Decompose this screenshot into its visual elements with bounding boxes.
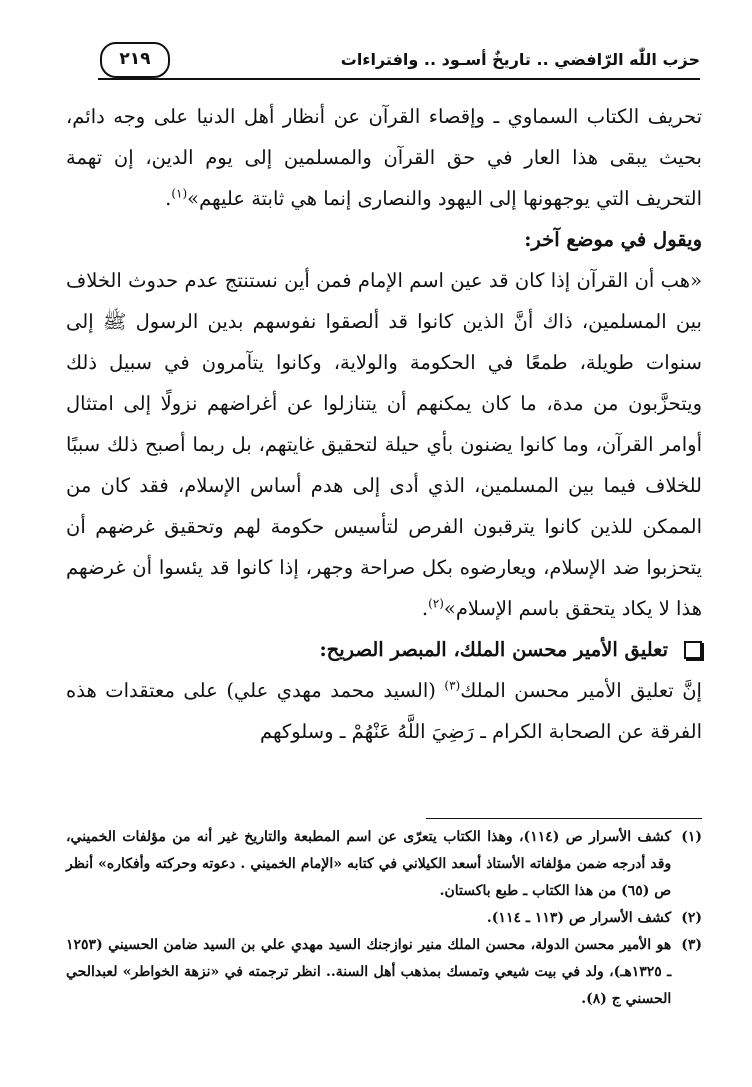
footnote-text: كشف الأسرار ص (١١٣ ـ ١١٤). bbox=[486, 910, 672, 926]
paragraph bbox=[66, 96, 702, 219]
page-number: ٢١٩ bbox=[100, 42, 170, 78]
footnote bbox=[66, 824, 702, 905]
footnotes bbox=[66, 824, 702, 1013]
checkbox-icon bbox=[684, 641, 702, 659]
footnote bbox=[66, 932, 702, 1013]
footnote-number: (٣) bbox=[681, 937, 702, 953]
paragraph-text: «هب أن القرآن إذا كان قد عين اسم الإمام فمن أين نستنتج عدم حدوث الخلاف بين المسلمين، ذاك أنَّ الذين كانوا قد ألصقوا نفوسهم بدين الرسول ﷺ إلى سنوات طويلة، طمعًا في الحكومة والولاية، وكانوا يتآمرون في سبيل ذلك ويتحزَّبون من مدة، ما كان يمكنهم أن يتنازلوا عن أغراضهم نزولًا إلى امتثال أوامر القرآن، وما كانوا يضنون بأي حيلة لتحقيق غايتهم، بل ربما أصبح ذلك سببًا للخلاف فيما بين المسلمين، الذي أدى إلى هدم أساس الإسلام، فقد كان من الممكن للذين كانوا يترقبون الفرص لتأسيس حكومة لهم وتحقيق غرضهم أن يتحزبوا ضد الإسلام، ويعارضوه بكل صراحة وجهر، إذا كانوا قد يئسوا أن غرضهم هذا لا يكاد يتحقق باسم الإسلام» bbox=[66, 269, 702, 620]
header-title: حزب اللّٰه الرّافضي .. تاريخٌ أسـود .. وافتراءات bbox=[340, 50, 700, 69]
section-heading bbox=[66, 629, 702, 670]
footnote-text: هو الأمير محسن الدولة، محسن الملك منير نوازجنك السيد مهدي علي بن السيد ضامن الحسيني (١٢٥٣ ـ ١٣٢٥هـ)، ولد في بيت شيعي وتمسك بمذهب أهل السنة.. انظر ترجمته في «نزهة الخواطر» لعبدالحي الحسني ج (٨). bbox=[66, 937, 672, 1007]
paragraph bbox=[66, 670, 702, 752]
footnote-number: (٢) bbox=[681, 910, 702, 926]
running-header bbox=[98, 42, 700, 84]
quote-paragraph bbox=[66, 260, 702, 629]
paragraph-end: . bbox=[421, 597, 429, 620]
paragraph-text: إنَّ تعليق الأمير محسن الملك bbox=[460, 679, 702, 702]
lead-line: ويقول في موضع آخر: bbox=[524, 228, 702, 251]
paragraph-end: . bbox=[165, 187, 172, 210]
footnote-ref: (٣) bbox=[444, 678, 461, 693]
main-text bbox=[66, 96, 702, 752]
footnote-text: كشف الأسرار ص (١١٤)، وهذا الكتاب يتعرّى عن اسم المطبعة والتاريخ غير أنه من مؤلفات الخميني، وقد أدرجه ضمن مؤلفاته الأستاذ أسعد الكيلاني في كتابه «الإمام الخميني . دعوته وحركته وأفكاره» أنظر ص (٦٥) من هذا الكتاب ـ طبع باكستان. bbox=[66, 829, 672, 899]
footnote-ref: (٢) bbox=[428, 596, 444, 611]
header-rule bbox=[98, 78, 700, 80]
footnote-separator bbox=[426, 818, 702, 819]
paragraph-text: (السيد محمد مهدي علي) على معتقدات هذه الفرقة عن الصحابة الكرام ـ رَضِيَ اللَّهُ عَنْهُمْ ـ وسلوكهم bbox=[66, 679, 702, 743]
footnote bbox=[66, 905, 702, 932]
section-heading-text: تعليق الأمير محسن الملك، المبصر الصريح: bbox=[319, 638, 668, 661]
footnote-ref: (١) bbox=[171, 186, 188, 201]
paragraph-text: تحريف الكتاب السماوي ـ وإقصاء القرآن عن أنظار أهل الدنيا على وجه دائم، بحيث يبقى هذا العار في حق القرآن والمسلمين إلى يوم الدين، إن تهمة التحريف التي يوجهونها إلى اليهود والنصارى إنما هي ثابتة عليهم» bbox=[66, 105, 702, 210]
footnote-number: (١) bbox=[681, 829, 702, 845]
